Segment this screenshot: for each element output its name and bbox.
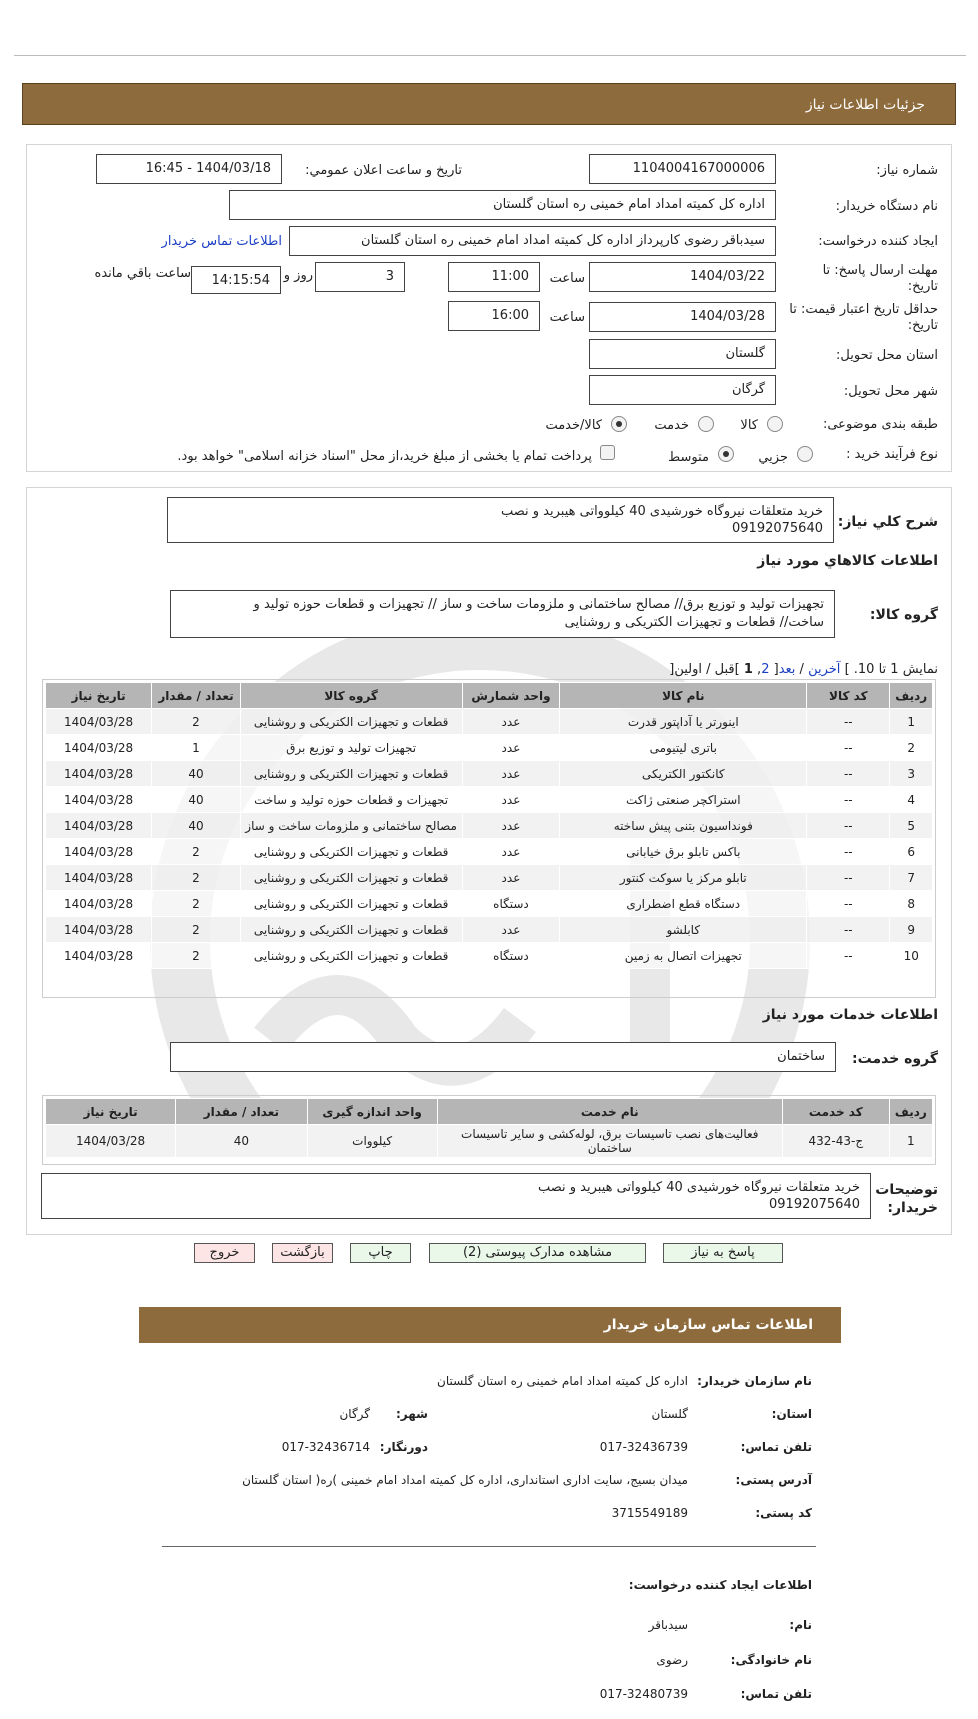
goods-table-cell: عدد bbox=[462, 839, 560, 865]
top-divider bbox=[14, 55, 966, 56]
goods-table-row bbox=[46, 943, 933, 969]
goods-table-cell: 2 bbox=[152, 709, 241, 735]
print-button[interactable]: چاپ bbox=[350, 1243, 411, 1263]
back-button[interactable]: بازگشت bbox=[272, 1243, 333, 1263]
goods-table-frame bbox=[42, 679, 936, 998]
pagination-sep: / bbox=[799, 662, 804, 677]
remaining-label: ساعت باقي مانده bbox=[94, 266, 191, 281]
goods-table-cell: 4 bbox=[890, 787, 933, 813]
goods-table-cell: 1404/03/28 bbox=[46, 943, 152, 969]
category-service-label: خدمت bbox=[654, 418, 689, 433]
buyer-contact-link[interactable]: اطلاعات تماس خريدار bbox=[161, 234, 282, 249]
contact-phone-label: تلفن تماس: bbox=[740, 1440, 812, 1454]
goods-table-cell: کانکتور الکتریکی bbox=[560, 761, 807, 787]
goods-table-cell: 2 bbox=[890, 735, 933, 761]
deadline-date-field: 1404/03/22 bbox=[589, 262, 776, 292]
goods-group-line-2: ساخت// قطعات و تجهیزات الکتریکی و روشنایی bbox=[564, 615, 824, 630]
contact-fax: 017-32436714 bbox=[281, 1440, 370, 1454]
category-goods-label: کالا bbox=[740, 418, 758, 433]
treasury-payment-checkbox[interactable] bbox=[600, 445, 615, 460]
pagination-open: [ bbox=[773, 662, 779, 677]
goods-table-cell: 3 bbox=[890, 761, 933, 787]
category-service-radio[interactable] bbox=[698, 416, 714, 432]
services-table-cell: فعالیت‌های نصب تاسیسات برق، لوله‌کشی و سایر تاسیسات ساختمان bbox=[437, 1125, 782, 1158]
goods-table-cell: 7 bbox=[890, 865, 933, 891]
summary-line-2: 09192075640 bbox=[732, 521, 823, 536]
reply-button[interactable]: پاسخ به نياز bbox=[663, 1243, 783, 1263]
contact-postal-label: کد پستی: bbox=[755, 1506, 812, 1520]
goods-table-cell: عدد bbox=[462, 709, 560, 735]
process-partial-radio[interactable] bbox=[797, 446, 813, 462]
process-medium-radio[interactable] bbox=[718, 446, 734, 462]
process-medium-label: متوسط bbox=[668, 450, 709, 465]
category-label: طبقه بندی موضوعی: bbox=[822, 417, 938, 432]
pagination-comma: , bbox=[757, 662, 762, 677]
goods-group-field bbox=[170, 590, 835, 638]
goods-table-cell: کابلشو bbox=[560, 917, 807, 943]
goods-group-line-1: تجهیزات تولید و توزیع برق// مصالح ساختمانی و ملزومات ساخت و ساز // تجهیزات و قطعات حوزه تولید و bbox=[253, 597, 824, 612]
buyer-org-label: نام دستگاه خريدار: bbox=[835, 199, 938, 214]
contact-org: اداره کل کمیته امداد امام خمینی ره استان گلستان bbox=[437, 1374, 688, 1388]
goods-table-cell: -- bbox=[807, 709, 890, 735]
goods-table-cell: دستگاه قطع اضطراری bbox=[560, 891, 807, 917]
category-both-label: کالا/خدمت bbox=[545, 418, 602, 433]
goods-table-row bbox=[46, 709, 933, 735]
remaining-field: 14:15:54 bbox=[191, 266, 281, 294]
pagination-close: ] bbox=[734, 662, 740, 677]
creator-field: سیدباقر رضوی کارپرداز اداره کل کمیته امداد امام خمینی ره استان گلستان bbox=[289, 226, 776, 256]
contact-header: اطلاعات تماس سازمان خريدار bbox=[139, 1307, 841, 1343]
goods-table-cell: 1404/03/28 bbox=[46, 735, 152, 761]
deadline-time-label: ساعت bbox=[549, 271, 585, 286]
goods-table-cell: دستگاه bbox=[462, 943, 560, 969]
goods-table-header-2: نام کالا bbox=[560, 683, 807, 709]
goods-table-header-3: واحد شمارش bbox=[462, 683, 560, 709]
goods-table-cell: -- bbox=[807, 787, 890, 813]
goods-table-cell: 5 bbox=[890, 813, 933, 839]
goods-table-cell: -- bbox=[807, 891, 890, 917]
goods-table-cell: قطعات و تجهیزات الکتریکی و روشنایی bbox=[240, 865, 462, 891]
buyer-notes-field bbox=[41, 1173, 871, 1219]
creator-family: رضوی bbox=[656, 1653, 688, 1667]
goods-table-cell: عدد bbox=[462, 917, 560, 943]
goods-table-row bbox=[46, 735, 933, 761]
goods-table-cell: 1 bbox=[152, 735, 241, 761]
contact-divider bbox=[162, 1546, 816, 1547]
contact-city: گرگان bbox=[339, 1407, 370, 1421]
contact-address: میدان بسیج، سایت اداری استانداری، اداره کل کمیته امداد امام خمینی )ره( استان گلستان bbox=[242, 1473, 688, 1487]
contact-postal: 3715549189 bbox=[611, 1506, 688, 1520]
contact-province-label: استان: bbox=[771, 1407, 812, 1421]
services-table-header-0: رديف bbox=[889, 1099, 932, 1125]
goods-table-cell: -- bbox=[807, 735, 890, 761]
goods-table-cell: 1404/03/28 bbox=[46, 891, 152, 917]
goods-table-cell: تجهیزات تولید و توزیع برق bbox=[240, 735, 462, 761]
category-goods-radio[interactable] bbox=[767, 416, 783, 432]
exit-button[interactable]: خروج bbox=[194, 1243, 255, 1263]
services-table-header-3: واحد اندازه گيری bbox=[307, 1099, 437, 1125]
summary-field bbox=[167, 497, 834, 543]
goods-table-cell: 2 bbox=[152, 865, 241, 891]
goods-table-cell: 40 bbox=[152, 761, 241, 787]
goods-table-cell: 1 bbox=[890, 709, 933, 735]
need-number-field: 1104004167000006 bbox=[589, 154, 776, 184]
goods-table-row bbox=[46, 787, 933, 813]
buyer-notes-line-2: 09192075640 bbox=[769, 1197, 860, 1212]
announce-field: 1404/03/18 - 16:45 bbox=[96, 154, 282, 184]
goods-table-header-0: رديف bbox=[890, 683, 933, 709]
summary-line-1: خرید متعلقات نیروگاه خورشیدی 40 کیلوواتی هیبرید و نصب bbox=[500, 504, 823, 519]
goods-table-cell: فونداسیون بتنی پیش ساخته bbox=[560, 813, 807, 839]
goods-table-cell: 40 bbox=[152, 787, 241, 813]
goods-table-row bbox=[46, 761, 933, 787]
goods-table-cell: باکس تابلو برق خیابانی bbox=[560, 839, 807, 865]
process-partial-label: جزيي bbox=[758, 450, 788, 465]
pagination-page-1: 1 bbox=[743, 662, 753, 677]
services-table-header-4: تعداد / مقدار bbox=[176, 1099, 307, 1125]
goods-table-cell: قطعات و تجهیزات الکتریکی و روشنایی bbox=[240, 917, 462, 943]
goods-table-cell: تجهیزات اتصال به زمین bbox=[560, 943, 807, 969]
services-table-frame bbox=[42, 1095, 936, 1165]
page-header: جزئيات اطلاعات نياز bbox=[22, 83, 956, 125]
days-field: 3 bbox=[315, 262, 405, 292]
services-table-cell: 1 bbox=[889, 1125, 932, 1158]
goods-table-cell: 1404/03/28 bbox=[46, 813, 152, 839]
services-table bbox=[45, 1098, 933, 1158]
services-table-cell: 40 bbox=[176, 1125, 307, 1158]
goods-table-header-4: گروه کالا bbox=[240, 683, 462, 709]
province-label: استان محل تحويل: bbox=[836, 348, 938, 363]
goods-table-cell: -- bbox=[807, 865, 890, 891]
goods-table-cell: استراکچر صنعتی ژاکت bbox=[560, 787, 807, 813]
goods-table-row bbox=[46, 865, 933, 891]
goods-table-cell: -- bbox=[807, 761, 890, 787]
goods-table-header-6: تاريخ نياز bbox=[46, 683, 152, 709]
contact-city-label: شهر: bbox=[396, 1407, 428, 1421]
contact-address-label: آدرس پستی: bbox=[735, 1473, 812, 1487]
goods-table-cell: قطعات و تجهیزات الکتریکی و روشنایی bbox=[240, 761, 462, 787]
service-group-field: ساختمان bbox=[170, 1042, 836, 1072]
creator-phone: 017-32480739 bbox=[599, 1687, 688, 1701]
validity-time-field: 16:00 bbox=[448, 301, 540, 331]
goods-table-cell: 1404/03/28 bbox=[46, 761, 152, 787]
goods-table-cell: تابلو مرکز یا سوکت کنتور bbox=[560, 865, 807, 891]
announce-label: تاريخ و ساعت اعلان عمومي: bbox=[305, 163, 462, 178]
buyer-notes-label: توضيحات خريدار: bbox=[875, 1182, 938, 1216]
services-table-header-2: نام خدمت bbox=[437, 1099, 782, 1125]
goods-table-cell: 2 bbox=[152, 943, 241, 969]
goods-table-cell: 1404/03/28 bbox=[46, 839, 152, 865]
city-label: شهر محل تحويل: bbox=[843, 384, 938, 399]
creator-name: سیدباقر bbox=[648, 1618, 688, 1632]
goods-section-title: اطلاعات كالاهاي مورد نياز bbox=[757, 553, 938, 569]
goods-table-cell: قطعات و تجهیزات الکتریکی و روشنایی bbox=[240, 891, 462, 917]
pagination-prev-first: قبل / اولين[ bbox=[669, 662, 735, 677]
creator-info-title: اطلاعات ایجاد کننده درخواست: bbox=[628, 1578, 812, 1592]
goods-table-cell: تجهیزات و قطعات حوزه تولید و ساخت bbox=[240, 787, 462, 813]
contact-fax-label: دورنگار: bbox=[379, 1440, 428, 1454]
goods-table-cell: 2 bbox=[152, 917, 241, 943]
goods-table-cell: 2 bbox=[152, 839, 241, 865]
contact-phone: 017-32436739 bbox=[599, 1440, 688, 1454]
goods-table-cell: 9 bbox=[890, 917, 933, 943]
goods-table-header-1: کد کالا bbox=[807, 683, 890, 709]
goods-table-row bbox=[46, 813, 933, 839]
validity-date-field: 1404/03/28 bbox=[589, 302, 776, 332]
goods-table-cell: عدد bbox=[462, 761, 560, 787]
goods-table-cell: اینورتر یا آداپتور قدرت bbox=[560, 709, 807, 735]
goods-table bbox=[45, 682, 933, 969]
goods-table-cell: قطعات و تجهیزات الکتریکی و روشنایی bbox=[240, 839, 462, 865]
validity-label: حداقل تاريخ اعتبار قيمت: تا تاريخ: bbox=[789, 302, 938, 333]
goods-table-cell: عدد bbox=[462, 813, 560, 839]
goods-table-cell: عدد bbox=[462, 865, 560, 891]
contact-province: گلستان bbox=[651, 1407, 688, 1421]
pagination-last[interactable]: آخرين bbox=[808, 662, 841, 677]
process-label: نوع فرآيند خريد : bbox=[846, 447, 938, 462]
services-table-cell: 1404/03/28 bbox=[46, 1125, 176, 1158]
need-number-label: شماره نياز: bbox=[876, 163, 938, 178]
summary-label: شرح كلي نياز: bbox=[837, 514, 938, 530]
service-group-label: گروه خدمت: bbox=[852, 1051, 938, 1067]
goods-table-cell: 6 bbox=[890, 839, 933, 865]
goods-table-row bbox=[46, 839, 933, 865]
services-table-header-1: كد خدمت bbox=[782, 1099, 889, 1125]
goods-table-cell: 1404/03/28 bbox=[46, 787, 152, 813]
services-table-row bbox=[46, 1125, 933, 1158]
goods-table-header-5: تعداد / مقدار bbox=[152, 683, 241, 709]
goods-group-label: گروه کالا: bbox=[869, 607, 938, 623]
goods-table-row bbox=[46, 917, 933, 943]
creator-name-label: نام: bbox=[789, 1618, 812, 1632]
goods-table-row bbox=[46, 891, 933, 917]
payment-note: پرداخت تمام يا بخشی از مبلغ خريد،از محل "اسناد خزانه اسلامی" خواهد بود. bbox=[177, 449, 592, 464]
attachments-button[interactable]: مشاهده مدارک پیوستی (2) bbox=[429, 1243, 646, 1263]
goods-table-cell: عدد bbox=[462, 787, 560, 813]
goods-table-cell: 8 bbox=[890, 891, 933, 917]
contact-org-label: نام سازمان خريدار: bbox=[697, 1374, 812, 1388]
goods-table-cell: 10 bbox=[890, 943, 933, 969]
city-field: گرگان bbox=[589, 375, 776, 405]
goods-table-cell: قطعات و تجهیزات الکتریکی و روشنایی bbox=[240, 943, 462, 969]
category-both-radio[interactable] bbox=[611, 416, 627, 432]
goods-table-cell: 40 bbox=[152, 813, 241, 839]
goods-table-cell: 1404/03/28 bbox=[46, 709, 152, 735]
goods-table-cell: -- bbox=[807, 839, 890, 865]
goods-table-cell: -- bbox=[807, 943, 890, 969]
pagination-next[interactable]: بعد bbox=[778, 662, 796, 677]
goods-table-cell: 1404/03/28 bbox=[46, 865, 152, 891]
pagination-page-2[interactable]: 2 bbox=[761, 662, 770, 677]
goods-table-cell: 2 bbox=[152, 891, 241, 917]
goods-table-cell: -- bbox=[807, 813, 890, 839]
goods-table-cell: مصالح ساختمانی و ملزومات ساخت و ساز bbox=[240, 813, 462, 839]
goods-table-cell: قطعات و تجهیزات الکتریکی و روشنایی bbox=[240, 709, 462, 735]
validity-time-label: ساعت bbox=[549, 310, 585, 325]
deadline-label: مهلت ارسال پاسخ: تا تاريخ: bbox=[822, 263, 938, 294]
goods-table-cell: عدد bbox=[462, 735, 560, 761]
services-table-cell: ج-43-432 bbox=[782, 1125, 889, 1158]
goods-table-cell: باتری لیتیومی bbox=[560, 735, 807, 761]
pagination bbox=[669, 662, 938, 677]
pagination-show: نمايش 1 تا 10. ] bbox=[844, 662, 938, 677]
creator-family-label: نام خانوادگی: bbox=[730, 1653, 812, 1667]
creator-phone-label: تلفن تماس: bbox=[740, 1687, 812, 1701]
goods-table-cell: دستگاه bbox=[462, 891, 560, 917]
deadline-time-field: 11:00 bbox=[448, 262, 540, 292]
goods-table-cell: 1404/03/28 bbox=[46, 917, 152, 943]
services-section-title: اطلاعات خدمات مورد نياز bbox=[762, 1007, 938, 1023]
services-table-header-5: تاريخ نياز bbox=[46, 1099, 176, 1125]
days-label: روز و bbox=[283, 268, 313, 283]
buyer-org-field: اداره کل کمیته امداد امام خمینی ره استان گلستان bbox=[229, 190, 776, 220]
creator-label: ايجاد كننده درخواست: bbox=[818, 234, 938, 249]
province-field: گلستان bbox=[589, 339, 776, 369]
services-table-cell: کیلووات bbox=[307, 1125, 437, 1158]
buyer-notes-line-1: خرید متعلقات نیروگاه خورشیدی 40 کیلوواتی هیبرید و نصب bbox=[537, 1180, 860, 1195]
goods-table-cell: -- bbox=[807, 917, 890, 943]
